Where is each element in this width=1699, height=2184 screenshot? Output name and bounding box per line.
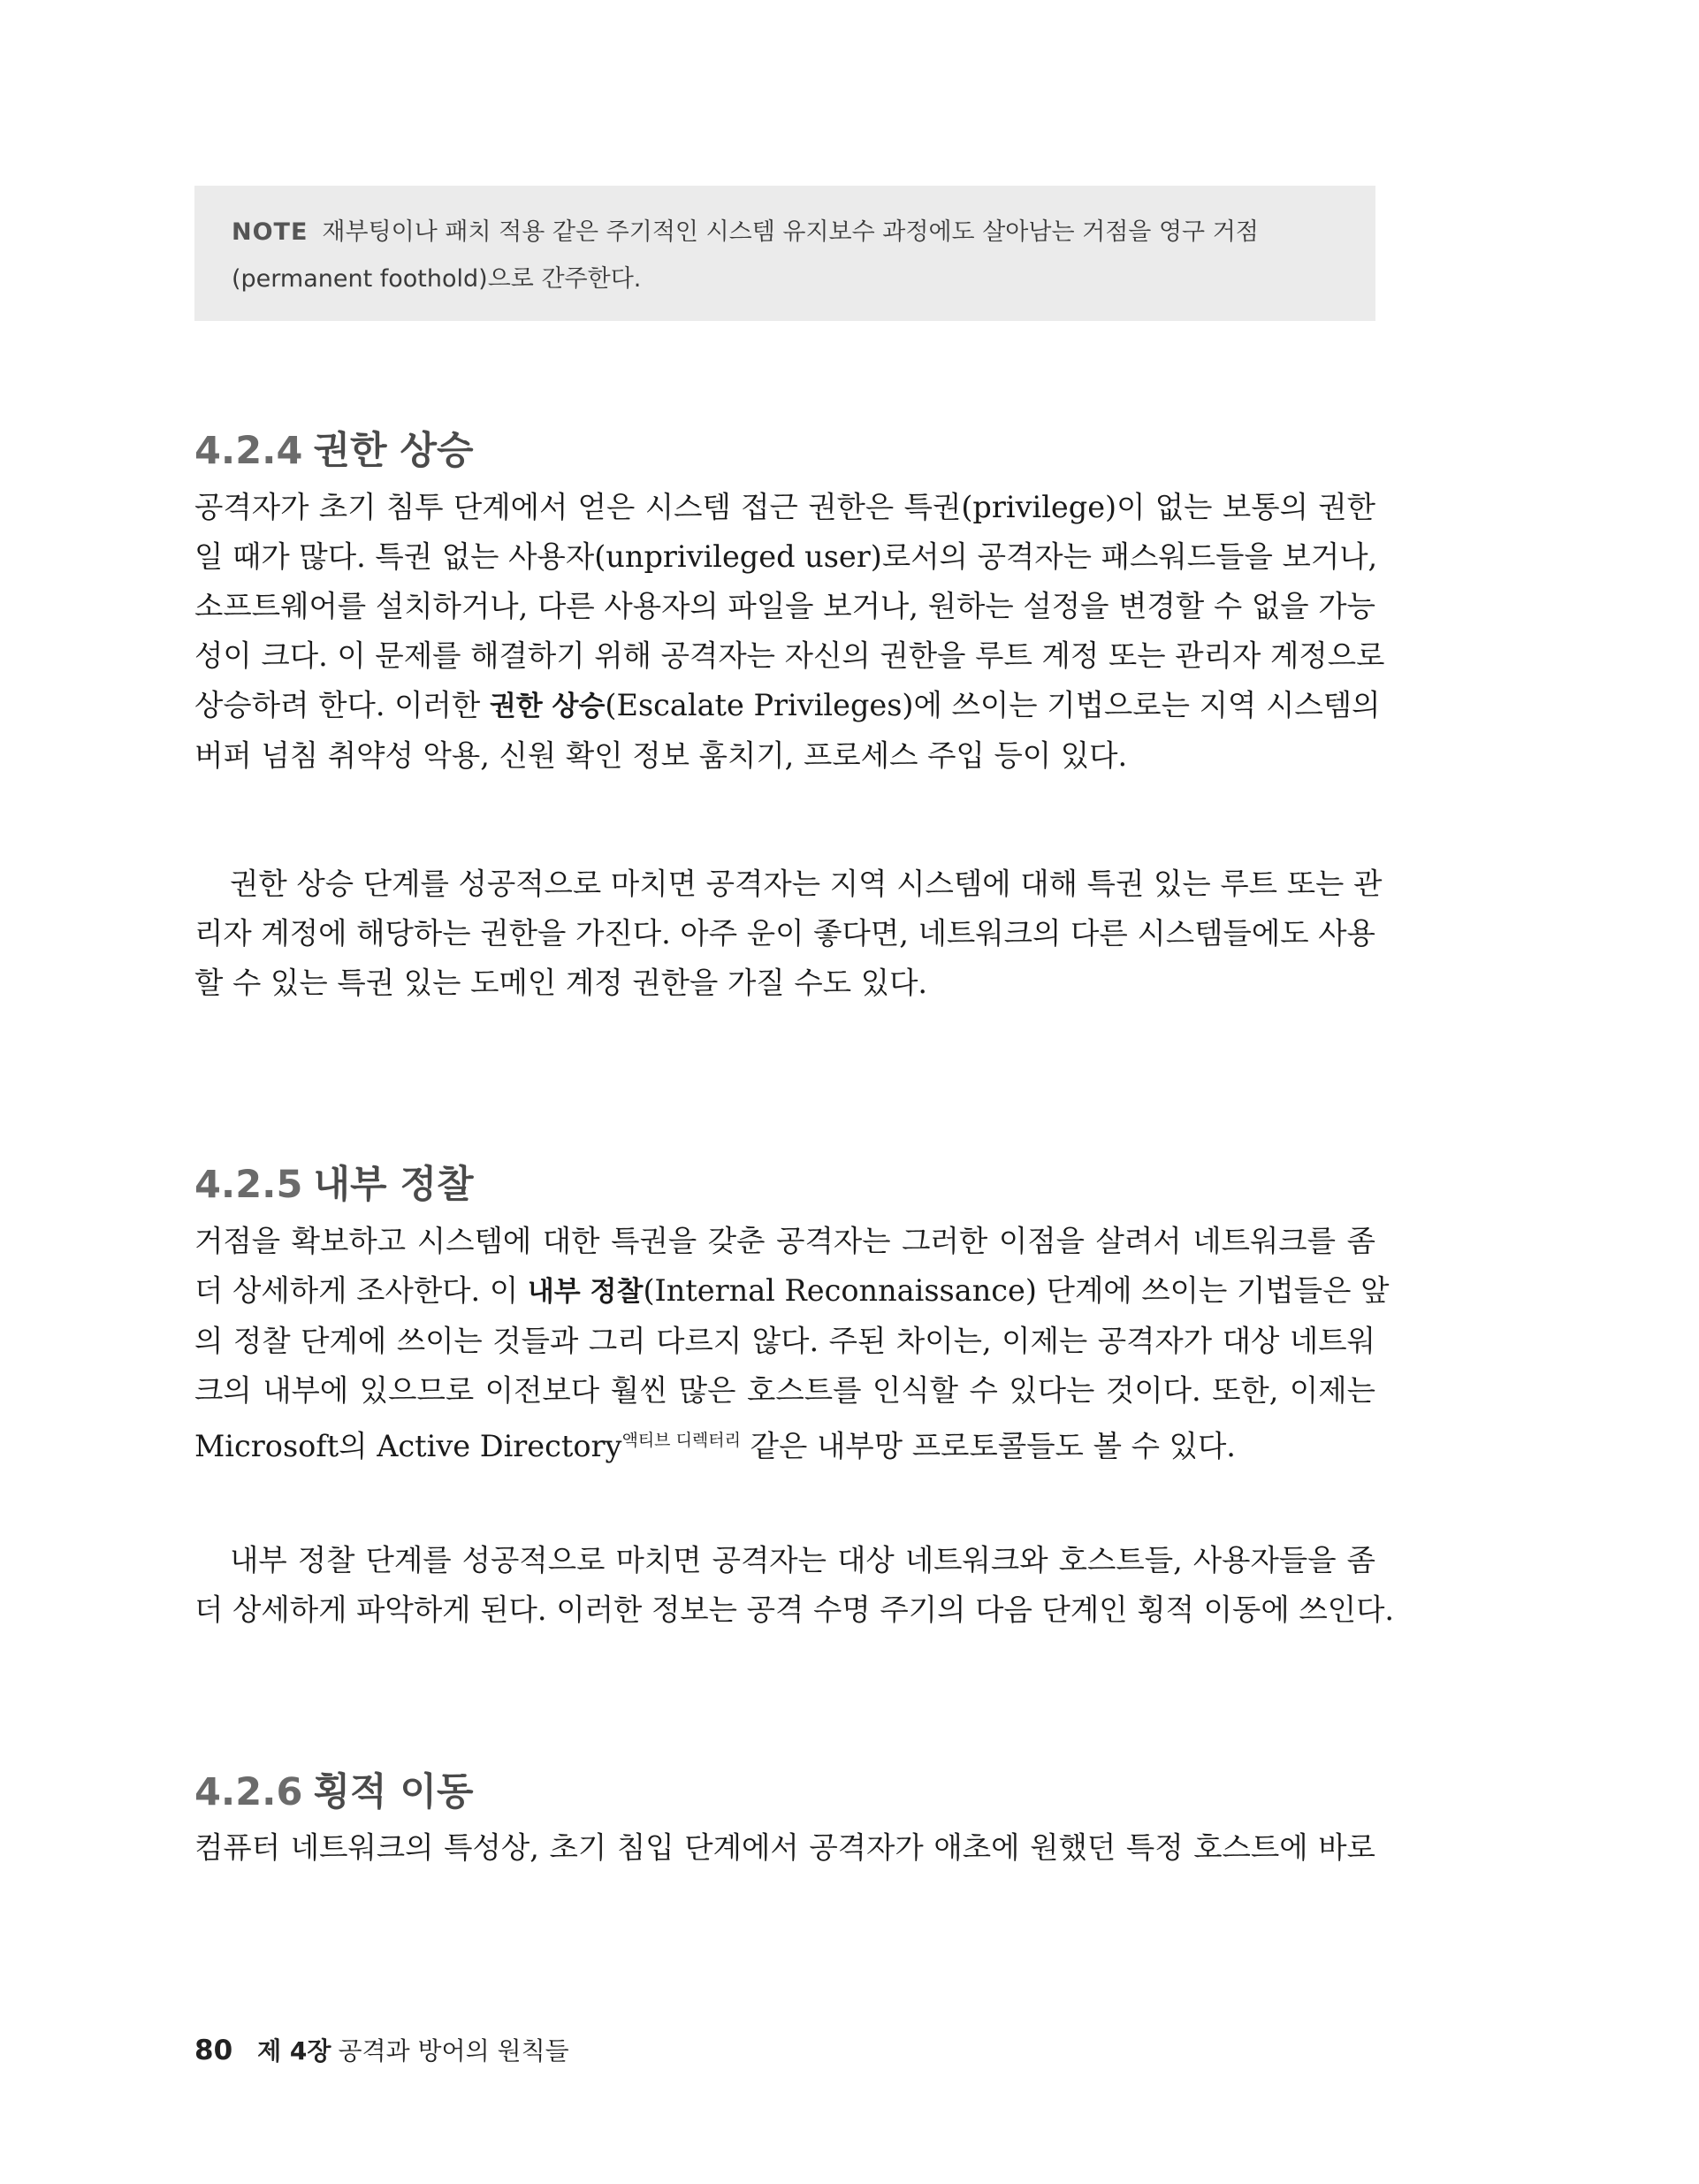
text-line: 권한 상승 단계를 성공적으로 마치면 공격자는 지역 시스템에 대해 특권 있는 루트 또는 관 <box>230 867 1383 901</box>
text-fragment: 더 상세하게 조사한다. 이 <box>194 1273 528 1308</box>
section-title: 권한 상승 <box>313 429 474 473</box>
section-title: 횡적 이동 <box>313 1770 474 1814</box>
text-line: 의 정찰 단계에 쓰이는 것들과 그리 다르지 않다. 주된 차이는, 이제는 공격자가 대상 네트워 <box>194 1324 1375 1358</box>
text-line: 성이 크다. 이 문제를 해결하기 위해 공격자는 자신의 권한을 루트 계정 또는 관리자 계정으로 <box>194 638 1385 673</box>
key-term: 권한 상승 <box>489 691 606 722</box>
text-line: 소프트웨어를 설치하거나, 다른 사용자의 파일을 보거나, 원하는 설정을 변경할 수 없을 가능 <box>194 589 1375 623</box>
section-heading-4-2-5 <box>194 1155 474 1209</box>
paragraph-4-2-5-1 <box>194 1217 1390 1471</box>
note-box <box>194 186 1375 321</box>
key-term: 내부 정찰 <box>527 1276 644 1308</box>
section-number: 4.2.4 <box>194 429 303 473</box>
paragraph-4-2-5-2 <box>194 1536 1395 1635</box>
text-fragment: 같은 내부망 프로토콜들도 볼 수 있다. <box>741 1429 1236 1463</box>
note-label: NOTE <box>232 218 309 246</box>
chapter-title: 공격과 방어의 원칙들 <box>338 2036 569 2066</box>
text-line: 더 상세하게 파악하게 된다. 이러한 정보는 공격 수명 주기의 다음 단계인 횡적 이동에 쓰인다. <box>194 1592 1395 1627</box>
text-line: 리자 계정에 해당하는 권한을 가진다. 아주 운이 좋다면, 네트워크의 다른 시스템들에도 사용 <box>194 916 1375 951</box>
text-line: 거점을 확보하고 시스템에 대한 특권을 갖춘 공격자는 그러한 이점을 살려서 네트워크를 좀 <box>194 1224 1375 1258</box>
note-line-2: (permanent foothold)으로 간주한다. <box>232 265 642 293</box>
text-fragment: (Escalate Privileges)에 쓰이는 기법으로는 지역 시스템의 <box>605 688 1381 722</box>
note-text-1: 재부팅이나 패치 적용 같은 주기적인 시스템 유지보수 과정에도 살아남는 거점을 영구 거점 <box>322 218 1259 246</box>
paragraph-4-2-6-1 <box>194 1823 1375 1873</box>
section-heading-4-2-4 <box>194 421 474 475</box>
page-footer <box>194 2032 569 2067</box>
text-line <box>194 1266 1390 1317</box>
superscript-gloss: 액티브 디렉터리 <box>621 1431 741 1450</box>
text-fragment: (Internal Reconnaissance) 단계에 쓰이는 기법들은 앞 <box>643 1273 1390 1308</box>
text-fragment: Microsoft의 Active Directory <box>194 1429 622 1463</box>
text-line <box>194 681 1381 731</box>
text-line: 내부 정찰 단계를 성공적으로 마치면 공격자는 대상 네트워크와 호스트들, 사용자들을 좀 <box>230 1543 1375 1577</box>
text-line: 할 수 있는 특권 있는 도메인 계정 권한을 가질 수도 있다. <box>194 966 928 1000</box>
section-title: 내부 정찰 <box>313 1163 474 1207</box>
section-heading-4-2-6 <box>194 1762 474 1816</box>
text-line: 버퍼 넘침 취약성 악용, 신원 확인 정보 훔치기, 프로세스 주입 등이 있다. <box>194 738 1128 773</box>
page-number: 80 <box>194 2035 233 2066</box>
text-fragment: 상승하려 한다. 이러한 <box>194 688 490 722</box>
section-number: 4.2.5 <box>194 1163 303 1207</box>
paragraph-4-2-4-2 <box>194 859 1383 1008</box>
section-number: 4.2.6 <box>194 1770 303 1814</box>
text-line: 일 때가 많다. 특권 없는 사용자(unprivileged user)로서의 공격자는 패스워드들을 보거나, <box>194 539 1378 574</box>
text-line: 공격자가 초기 침투 단계에서 얻은 시스템 접근 권한은 특권(privilege)이 없는 보통의 권한 <box>194 490 1375 524</box>
text-line: 컴퓨터 네트워크의 특성상, 초기 침입 단계에서 공격자가 애초에 원했던 특정 호스트에 바로 <box>194 1830 1375 1865</box>
text-line <box>194 1416 1375 1471</box>
paragraph-4-2-4-1 <box>194 483 1385 781</box>
note-line-1 <box>232 209 1338 256</box>
chapter-label: 제 4장 <box>257 2036 331 2066</box>
text-line: 크의 내부에 있으므로 이전보다 훨씬 많은 호스트를 인식할 수 있다는 것이다. 또한, 이제는 <box>194 1373 1375 1408</box>
